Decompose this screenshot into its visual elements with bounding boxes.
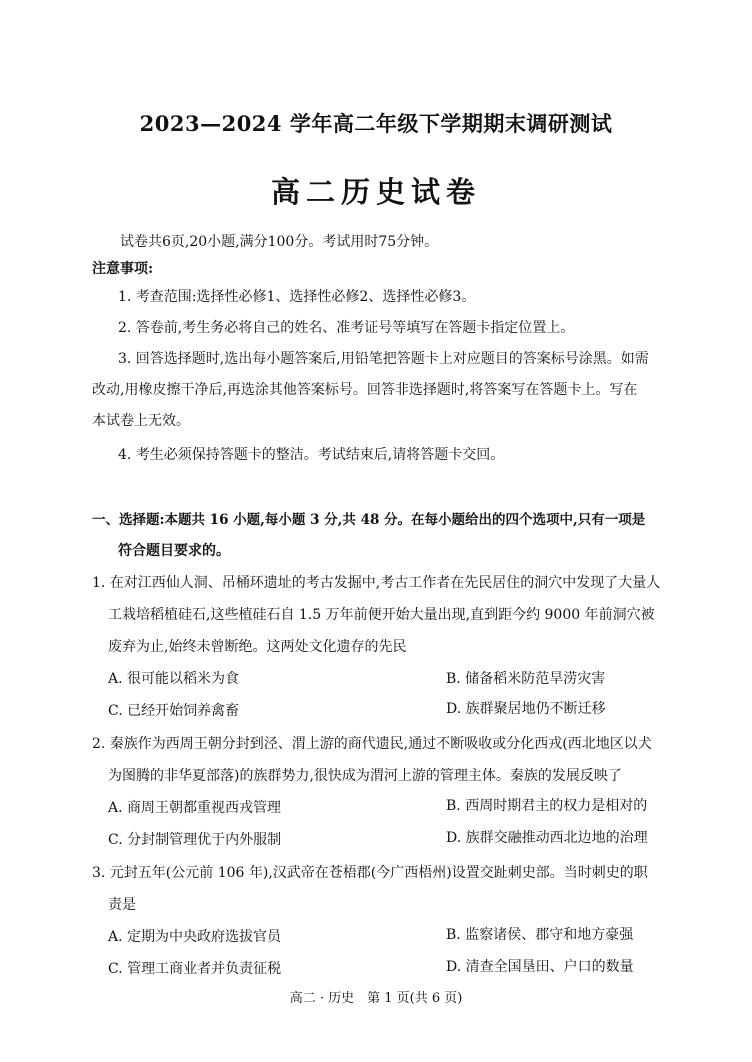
section-heading-cont: 符合题目要求的。 [118, 543, 230, 559]
notice-item: 1. 考查范围:选择性必修1、选择性必修2、选择性必修3。 [118, 289, 476, 305]
question-3-text: 责是 [108, 897, 136, 913]
exam-subtitle: 高二历史试卷 [270, 175, 481, 209]
question-3-option-b: B. 监察诸侯、郡守和地方豪强 [446, 927, 634, 943]
page-footer: 高二 · 历史 第 1 页(共 6 页) [289, 991, 463, 1006]
notice-item: 4. 考生必须保持答题卡的整洁。考试结束后,请将答题卡交回。 [118, 447, 505, 463]
section-heading: 一、选择题:本题共 16 小题,每小题 3 分,共 48 分。在每小题给出的四个选项中,只有一项是 [92, 512, 646, 528]
question-1-option-a: A. 很可能以稻米为食 [108, 671, 240, 687]
question-2-option-d: D. 族群交融推动西北边地的治理 [446, 830, 648, 846]
question-2-option-a: A. 商周王朝都重视西戎管理 [108, 800, 282, 816]
notice-item: 2. 答卷前,考生务必将自己的姓名、准考证号等填写在答题卡指定位置上。 [118, 320, 575, 336]
question-2-text: 2. 秦族作为西周王朝分封到泾、渭上游的商代遗民,通过不断吸收或分化西戎(西北地区以犬 [92, 736, 652, 752]
question-1-text: 工栽培稻植硅石,这些植硅石自 1.5 万年前便开始大量出现,直到距今约 9000 年前洞穴被 [108, 607, 655, 623]
question-3-option-a: A. 定期为中央政府选拔官员 [108, 929, 282, 945]
question-3-text: 3. 元封五年(公元前 106 年),汉武帝在苍梧郡(今广西梧州)设置交趾刺史部。当时刺史的职 [92, 865, 648, 881]
notice-item: 本试卷上无效。 [92, 413, 190, 429]
question-3-option-c: C. 管理工商业者并负责征税 [108, 961, 282, 977]
notice-heading: 注意事项: [92, 261, 154, 277]
exam-intro: 试卷共6页,20小题,满分100分。考试用时75分钟。 [120, 234, 439, 250]
question-1-option-d: D. 族群聚居地仍不断迁移 [446, 701, 606, 717]
notice-item: 3. 回答选择题时,选出每小题答案后,用铅笔把答题卡上对应题目的答案标号涂黑。如需 [118, 351, 649, 367]
question-1-text: 废弃为止,始终未曾断绝。这两处文化遗存的先民 [108, 639, 407, 655]
question-2-text: 为图腾的非华夏部落)的族群势力,很快成为渭河上游的管理主体。秦族的发展反映了 [108, 768, 622, 784]
exam-title: 2023—2024 学年高二年级下学期期末调研测试 [139, 111, 613, 136]
question-1-option-b: B. 储备稻米防范旱涝灾害 [446, 671, 606, 687]
question-2-option-b: B. 西周时期君主的权力是相对的 [446, 798, 648, 814]
notice-item: 改动,用橡皮擦干净后,再选涂其他答案标号。回答非选择题时,将答案写在答题卡上。写在 [92, 382, 638, 398]
question-2-option-c: C. 分封制管理优于内外服制 [108, 832, 282, 848]
question-1-option-c: C. 已经开始饲养禽畜 [108, 703, 240, 719]
question-3-option-d: D. 清查全国垦田、户口的数量 [446, 959, 634, 975]
question-1-text: 1. 在对江西仙人洞、吊桶环遗址的考古发掘中,考古工作者在先民居住的洞穴中发现了大量人 [92, 575, 661, 591]
